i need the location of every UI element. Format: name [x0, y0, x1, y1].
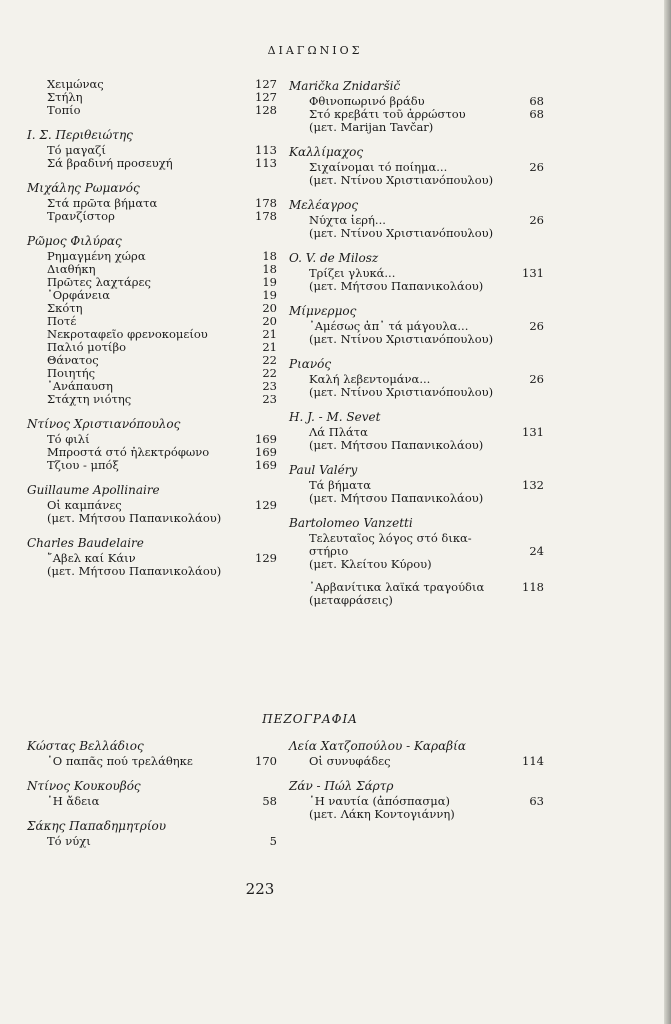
entry-page: 131	[522, 425, 544, 439]
translator-note: (μετ. Marijan Tavčar)	[309, 120, 434, 134]
translator-note: (μετ. Μήτσου Παπανικολάου)	[47, 564, 222, 578]
toc-entry	[289, 755, 544, 768]
entry-title: Φθινοπωρινό βράδυ	[309, 94, 425, 108]
entry-title: Σκότη	[47, 301, 83, 315]
entry-title: ῾Η ἄδεια	[47, 794, 100, 808]
author-name: Marička Znidaršič	[289, 79, 401, 93]
entry-page: 68	[529, 107, 544, 121]
entry-title: Οἱ καμπάνες	[47, 498, 122, 512]
author-name: Guillaume Apollinaire	[27, 483, 160, 497]
entry-page: 20	[262, 314, 277, 328]
toc-entry	[289, 108, 544, 121]
entry-page: 169	[255, 458, 277, 472]
entry-title: Παλιό μοτίβο	[47, 340, 127, 354]
entry-title: Τζιου - μπόξ	[47, 458, 119, 472]
entry-title: Οἱ συνυφάδες	[309, 754, 391, 768]
entry-page: 58	[262, 794, 277, 808]
entry-title: Τό φιλί	[47, 432, 90, 446]
toc-entry	[289, 161, 544, 174]
entry-page: 113	[255, 143, 277, 157]
entry-page: 169	[255, 432, 277, 446]
author-name: Μελέαγρος	[289, 198, 359, 212]
toc-section	[289, 515, 544, 571]
toc-entry	[27, 104, 277, 117]
toc-entry	[289, 426, 544, 439]
entry-title: Μπροστά στό ἠλεκτρόφωνο	[47, 445, 210, 459]
toc-section	[289, 778, 544, 821]
translator-note: (μετ. Ντίνου Χριστιανόπουλου)	[309, 332, 494, 346]
entry-page: 26	[529, 319, 544, 333]
author-name: Κώστας Βελλάδιος	[27, 739, 144, 753]
author-name: Καλλίμαχος	[289, 145, 364, 159]
entry-title: Στό κρεβάτι τοῦ ἀρρώστου	[309, 107, 466, 121]
translator-note: (μεταφράσεις)	[309, 593, 393, 607]
entry-page: 129	[255, 551, 277, 565]
translator-note: (μετ. Μήτσου Παπανικολάου)	[309, 279, 484, 293]
toc-right-column	[289, 78, 544, 617]
author-name: Λεία Χατζοπούλου - Καραβία	[289, 739, 466, 753]
toc-left-column	[27, 78, 277, 588]
entry-title: Νύχτα ἱερή...	[309, 213, 386, 227]
toc-entry	[289, 581, 544, 594]
prose-right-column	[289, 738, 544, 831]
toc-section	[289, 356, 544, 399]
entry-title: Διαθήκη	[47, 262, 96, 276]
entry-page: 18	[262, 262, 277, 276]
author-name: O. V. de Milosz	[289, 251, 379, 265]
author-name: Σάκης Παπαδημητρίου	[27, 819, 167, 833]
entry-page: 24	[529, 544, 544, 558]
translator-note: (μετ. Κλείτου Κύρου)	[309, 557, 432, 571]
entry-title: Πρῶτες λαχτάρες	[47, 275, 151, 289]
toc-entry	[27, 795, 277, 808]
entry-title: Τοπίο	[47, 103, 81, 117]
entry-page: 26	[529, 213, 544, 227]
entry-page: 63	[529, 794, 544, 808]
toc-entry	[27, 210, 277, 223]
entry-title: ᾿Ορφάνεια	[47, 288, 110, 302]
toc-section	[289, 197, 544, 240]
toc-entry	[27, 755, 277, 768]
entry-page: 68	[529, 94, 544, 108]
entry-title: στήριο	[309, 544, 349, 558]
entry-page: 22	[262, 353, 277, 367]
toc-entry	[27, 835, 277, 848]
entry-page: 127	[255, 77, 277, 91]
toc-section	[27, 482, 277, 525]
toc-entry	[289, 373, 544, 386]
page-edge	[664, 0, 671, 1024]
author-name: Paul Valéry	[289, 463, 358, 477]
entry-page: 127	[255, 90, 277, 104]
author-name: Ρῶμος Φιλύρας	[27, 234, 122, 248]
toc-entry	[289, 795, 544, 808]
entry-page: 18	[262, 249, 277, 263]
entry-title: Τό νύχι	[47, 834, 91, 848]
running-header: ΔΙΑΓΩΝΙΟΣ	[267, 44, 363, 57]
author-name: Charles Baudelaire	[27, 536, 144, 550]
entry-title: Ποιητής	[47, 366, 96, 380]
entry-title: Ρημαγμένη χώρα	[47, 249, 146, 263]
toc-section	[289, 303, 544, 346]
toc-section	[289, 738, 544, 768]
translator-note: (μετ. Μήτσου Παπανικολάου)	[47, 511, 222, 525]
translator-note: (μετ. Ντίνου Χριστιανόπουλου)	[309, 226, 494, 240]
toc-section	[27, 416, 277, 472]
page-number: 223	[245, 880, 275, 898]
entry-title: Τρανζίστορ	[47, 209, 115, 223]
translator-note: (μετ. Ντίνου Χριστιανόπουλου)	[309, 173, 494, 187]
toc-entry	[289, 320, 544, 333]
toc-section	[27, 778, 277, 808]
entry-title: Σά βραδινή προσευχή	[47, 156, 173, 170]
entry-page: 22	[262, 366, 277, 380]
entry-title: Καλή λεβεντομάνα...	[309, 372, 431, 386]
toc-entry	[27, 393, 277, 406]
translator-note: (μετ. Μήτσου Παπανικολάου)	[309, 491, 484, 505]
prose-left-column	[27, 738, 277, 858]
entry-title: ᾿Ανάπαυση	[47, 379, 113, 393]
entry-title: Νεκροταφεῖο φρενοκομείου	[47, 327, 208, 341]
entry-page: 170	[255, 754, 277, 768]
toc-section	[27, 738, 277, 768]
entry-page: 169	[255, 445, 277, 459]
entry-title: Τελευταῖος λόγος στό δικα-	[309, 531, 472, 545]
entry-title: ῾Ο παπᾶς πού τρελάθηκε	[47, 754, 193, 768]
author-name: Ζάν - Πώλ Σάρτρ	[289, 779, 394, 793]
toc-section	[27, 127, 277, 170]
toc-entry	[289, 479, 544, 492]
toc-entry	[289, 545, 544, 558]
toc-section	[27, 818, 277, 848]
entry-page: 178	[255, 196, 277, 210]
author-name: Ντίνος Χριστιανόπουλος	[27, 417, 181, 431]
prose-section-title: ΠΕΖΟΓΡΑΦΙΑ	[262, 712, 358, 726]
toc-entry	[289, 214, 544, 227]
author-name: H. J. - M. Sevet	[289, 410, 381, 424]
entry-page: 21	[262, 327, 277, 341]
toc-entry	[27, 552, 277, 565]
entry-title: Τά βήματα	[309, 478, 371, 492]
toc-section	[27, 535, 277, 578]
entry-page: 26	[529, 372, 544, 386]
toc-entry	[27, 459, 277, 472]
toc-entry	[27, 499, 277, 512]
author-name: Μιχάλης Ρωμανός	[27, 181, 140, 195]
entry-page: 129	[255, 498, 277, 512]
entry-title: Τρίζει γλυκά...	[309, 266, 396, 280]
translator-note: (μετ. Μήτσου Παπανικολάου)	[309, 438, 484, 452]
entry-title: Στάχτη νιότης	[47, 392, 132, 406]
author-name: Μίμνερμος	[289, 304, 357, 318]
author-name: Ριανός	[289, 357, 332, 371]
author-name: Bartolomeo Vanzetti	[289, 516, 413, 530]
author-name: Ι. Σ. Περιθειώτης	[27, 128, 133, 142]
entry-title: Θάνατος	[47, 353, 99, 367]
toc-entry	[289, 267, 544, 280]
entry-title: Χειμώνας	[47, 77, 104, 91]
entry-page: 5	[269, 834, 277, 848]
entry-title: Στά πρῶτα βήματα	[47, 196, 158, 210]
toc-section	[289, 78, 544, 134]
entry-title: ᾿Αμέσως ἀπ᾿ τά μάγουλα...	[309, 319, 469, 333]
toc-section	[289, 144, 544, 187]
entry-page: 19	[262, 275, 277, 289]
entry-page: 118	[522, 580, 544, 594]
entry-page: 114	[522, 754, 544, 768]
entry-title: Λά Πλάτα	[309, 425, 368, 439]
entry-page: 26	[529, 160, 544, 174]
entry-page: 20	[262, 301, 277, 315]
translator-note: (μετ. Λάκη Κοντογιάννη)	[309, 807, 455, 821]
entry-page: 132	[522, 478, 544, 492]
entry-page: 19	[262, 288, 277, 302]
toc-section	[27, 180, 277, 223]
translator-note: (μετ. Ντίνου Χριστιανόπουλου)	[309, 385, 494, 399]
entry-title: Στήλη	[47, 90, 83, 104]
toc-section	[289, 250, 544, 293]
entry-page: 178	[255, 209, 277, 223]
entry-title: Τό μαγαζί	[47, 143, 106, 157]
entry-title: ῾Η ναυτία (ἀπόσπασμα)	[309, 794, 450, 808]
entry-page: 128	[255, 103, 277, 117]
toc-section	[289, 462, 544, 505]
entry-title: ῎Αβελ καί Κάιν	[47, 551, 136, 565]
entry-title: Ποτέ	[47, 314, 77, 328]
author-name: Ντίνος Κουκουβός	[27, 779, 141, 793]
entry-title: ᾿Αρβανίτικα λαϊκά τραγούδια	[309, 580, 485, 594]
toc-section	[27, 78, 277, 117]
toc-section	[289, 581, 544, 607]
entry-page: 113	[255, 156, 277, 170]
toc-entry	[27, 157, 277, 170]
entry-page: 131	[522, 266, 544, 280]
entry-page: 21	[262, 340, 277, 354]
entry-title: Σιχαίνομαι τό ποίημα...	[309, 160, 448, 174]
toc-section	[27, 233, 277, 406]
entry-page: 23	[262, 379, 277, 393]
entry-page: 23	[262, 392, 277, 406]
toc-section	[289, 409, 544, 452]
